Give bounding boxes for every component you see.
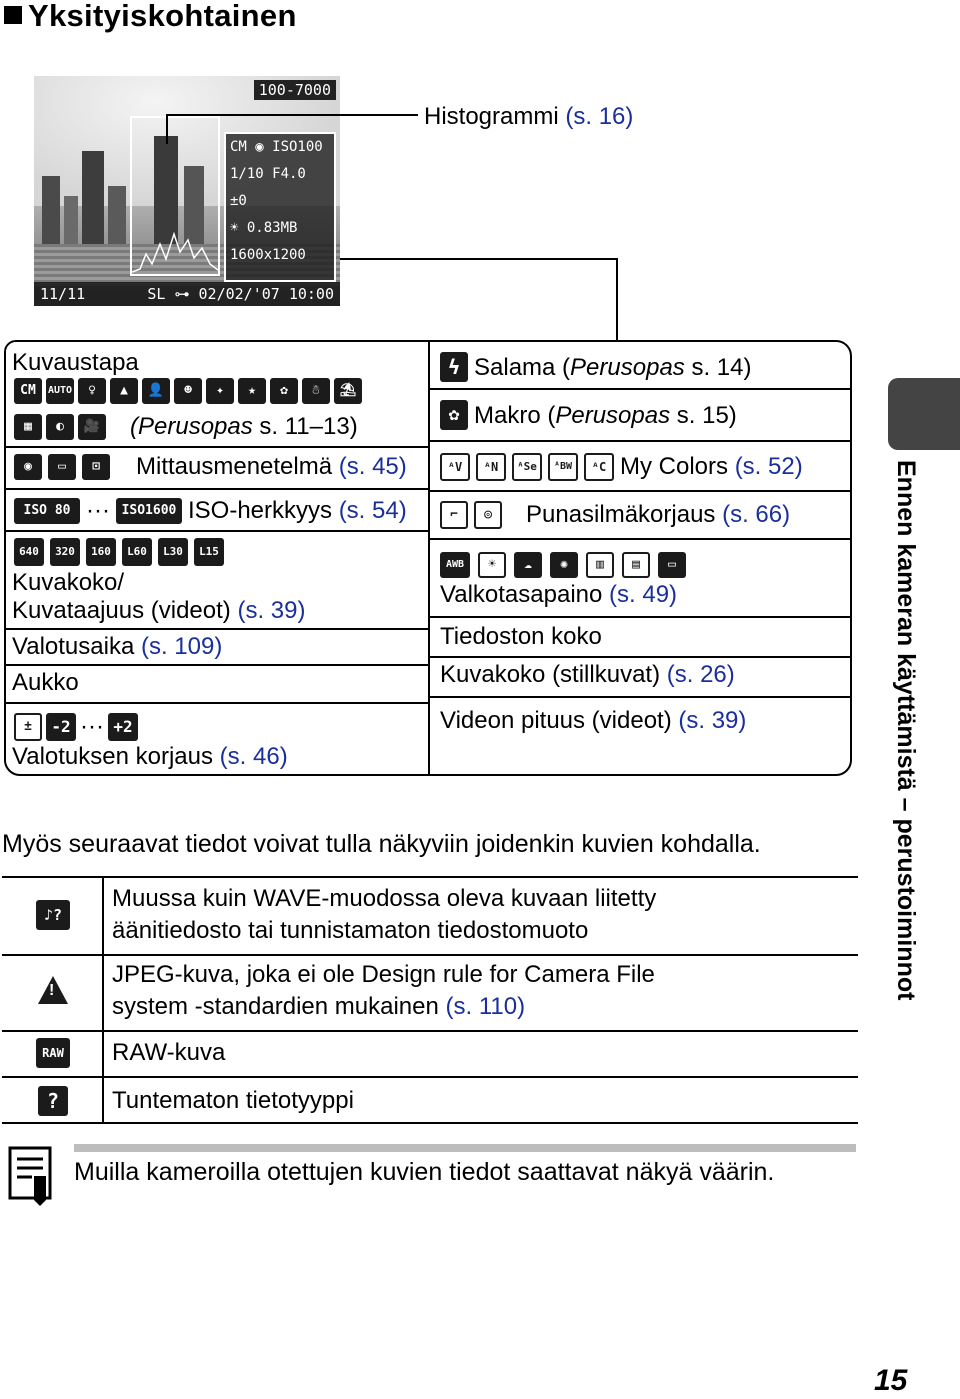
exposure-label: Valotuksen korjaus (s. 46): [12, 743, 288, 770]
vivid-icon: ᴬV: [440, 453, 470, 481]
my-colors-row: ᴬV ᴬN ᴬSe ᴬBW ᴬC My Colors (s. 52): [440, 452, 803, 481]
fluorescent-icon: ▥: [586, 552, 614, 578]
iso-row: ISO 80 ··· ISO1600 ISO-herkkyys (s. 54): [14, 496, 407, 525]
landscape-icon: ▲: [110, 378, 138, 404]
table-row: RAW RAW-kuva: [2, 1032, 858, 1076]
length-60-icon: L60: [122, 538, 152, 566]
table-row: ♪? Muussa kuin WAVE-muodossa oleva kuvaan liitetty äänitiedosto tai tunnistamaton tiedostomuoto: [2, 876, 858, 954]
still-size-label: Kuvakoko (stillkuvat) (s. 26): [440, 661, 735, 688]
flash-icon: ϟ: [440, 352, 468, 382]
exposure-plus-2-icon: +2: [108, 713, 138, 741]
file-type-table: [2, 876, 858, 1124]
macro-icon: ✿: [440, 400, 468, 430]
histogram-label: Histogrammi (s. 16): [424, 103, 634, 130]
beach-icon: ⛱: [334, 378, 362, 404]
exposure-compensation-icon: ±: [14, 713, 42, 741]
sepia-icon: ᴬSe: [512, 453, 542, 481]
memo-icon: [8, 1146, 54, 1208]
camera-manual-icon: CM: [14, 378, 42, 404]
spot-metering-icon: ⊡: [82, 454, 110, 480]
note-bar: [74, 1144, 856, 1152]
chapter-tab: [888, 378, 960, 450]
neutral-icon: ᴬN: [476, 453, 506, 481]
aperture-label: Aukko: [12, 669, 79, 696]
shooting-mode-ref: (Perusopas s. 11–13): [130, 413, 358, 440]
kids-pets-icon: ☻: [174, 378, 202, 404]
size-640-icon: 640: [14, 538, 44, 566]
night-scene-icon: ★: [238, 378, 266, 404]
movie-icon: 🎥: [78, 414, 106, 440]
image-size-label: Kuvakoko/: [12, 569, 125, 596]
tungsten-icon: ✺: [550, 552, 578, 578]
camera-screen-image: [34, 76, 340, 306]
note-text: Muilla kameroilla otettujen kuvien tiedot saattavat näkyä väärin.: [74, 1158, 775, 1186]
bullet-square-icon: [4, 6, 22, 24]
screen-status-bar: 11/11 SL ⊶ 02/02/'07 10:00: [34, 282, 340, 306]
raw-icon: RAW: [36, 1038, 70, 1068]
custom-wb-icon: ▭: [658, 552, 686, 578]
fireworks-icon: ▦: [14, 414, 42, 440]
foliage-icon: ✿: [270, 378, 298, 404]
snow-icon: ☃: [302, 378, 330, 404]
cloudy-icon: ☁: [514, 552, 542, 578]
night-portrait-icon: 👤: [142, 378, 170, 404]
exposure-minus-2-icon: -2: [46, 713, 76, 741]
iso-1600-icon: ISO1600: [116, 498, 182, 524]
red-eye-correction-icon: ⌐: [440, 501, 468, 529]
macro-row: ✿ Makro (Perusopas s. 15): [440, 400, 737, 430]
exposure-icons: ± -2 ··· +2: [14, 712, 138, 741]
page-number: 15: [874, 1364, 908, 1397]
daylight-icon: ☀: [478, 552, 506, 578]
shooting-mode-label: Kuvaustapa: [12, 349, 139, 376]
chapter-title: Ennen kameran käyttämistä – perustoiminnot: [892, 460, 920, 1001]
histogram-frame: [130, 116, 220, 276]
underwater-icon: ◐: [46, 414, 74, 440]
length-15-icon: L15: [194, 538, 224, 566]
portrait-icon: ♀: [78, 378, 106, 404]
also-shown-text: Myös seuraavat tiedot voivat tulla näkyviin joidenkin kuvien kohdalla.: [2, 830, 761, 858]
evaluative-metering-icon: ◉: [14, 454, 42, 480]
metering-row: ◉ ▭ ⊡ Mittausmenetelmä (s. 45): [14, 452, 407, 481]
table-row: ? Tuntematon tietotyyppi: [2, 1078, 858, 1124]
auto-mode-icon: AUTO: [46, 378, 74, 404]
flash-row: ϟ Salama (Perusopas s. 14): [440, 352, 752, 382]
white-balance-label: Valkotasapaino (s. 49): [440, 581, 678, 608]
length-30-icon: L30: [158, 538, 188, 566]
fluorescent-h-icon: ▤: [622, 552, 650, 578]
party-icon: ✦: [206, 378, 234, 404]
section-title: Yksityiskohtainen: [4, 0, 297, 34]
white-balance-icons: [440, 552, 686, 578]
iso-80-icon: ISO 80: [14, 498, 80, 524]
sound-unknown-icon: ♪?: [36, 900, 70, 930]
unknown-type-icon: ?: [38, 1086, 68, 1116]
auto-wb-icon: AWB: [440, 552, 470, 578]
shutter-speed-label: Valotusaika (s. 109): [12, 633, 223, 660]
center-weighted-icon: ▭: [48, 454, 76, 480]
movie-length-label: Videon pituus (videot) (s. 39): [440, 707, 747, 734]
size-160-icon: 160: [86, 538, 116, 566]
shooting-mode-icons: [14, 378, 362, 404]
image-number-range: 100-7000: [254, 80, 336, 100]
black-white-icon: ᴬBW: [548, 453, 578, 481]
table-row: ! JPEG-kuva, joka ei ole Design rule for Camera File system -standardien mukainen (s. 110): [2, 956, 858, 1030]
file-size-label: Tiedoston koko: [440, 623, 602, 650]
red-eye-row: ⌐ ◎ Punasilmäkorjaus (s. 66): [440, 500, 790, 529]
image-size-icons: [14, 538, 224, 566]
size-320-icon: 320: [50, 538, 80, 566]
camera-settings-box: [428, 340, 852, 776]
red-eye-icon: ◎: [474, 501, 502, 529]
shooting-info-box: Kuvaustapa CM AUTO ♀ ▲ 👤 ☻ ✦ ★ ✿ ☃ ⛱ ▦ ◐ 🎥 (Perusopas s. 11–13) ◉ ▭ ⊡ Mittausmenetelmä (s. 45) ISO 80 ··· ISO1600 ISO-herkkyys (s. 54) 640 320 160 L60 L30 L15 Kuvakoko/ Kuvataajuus (videot) (s. 39) Valotusaika (s. 109) Aukko ± -2 ··· +2 Valotuksen korjaus (s. 46): [4, 340, 430, 776]
shooting-info-panel: CM ◉ ISO100 1/10 F4.0 ±0 ☀ 0.83MB 1600x1200: [224, 132, 336, 282]
custom-color-icon: ᴬC: [584, 453, 614, 481]
